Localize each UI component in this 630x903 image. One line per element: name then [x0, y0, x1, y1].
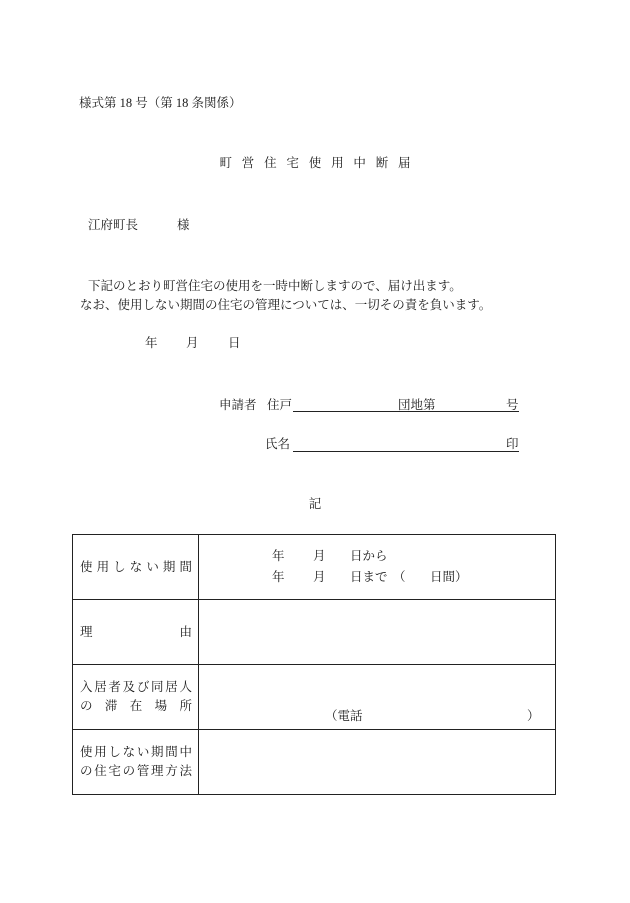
addressee-honorific: 様: [177, 218, 190, 232]
table-row-residence: [73, 664, 555, 729]
management-label-cell: [73, 730, 199, 794]
number-suffix: 号: [506, 398, 519, 412]
table-row-period: [73, 535, 555, 599]
estate-label: 団地第: [398, 398, 436, 412]
period-days-open-paren: （: [393, 570, 406, 584]
residence-label-cell: [73, 665, 199, 729]
management-label-line-2: の住宅の管理方法: [80, 764, 192, 778]
management-value-cell: [199, 730, 555, 794]
period-value-cell: [199, 535, 555, 599]
body-text-line-1: 下記のとおり町営住宅の使用を一時中断しますので、届け出ます。: [88, 279, 462, 293]
period-label-cell: [73, 535, 199, 599]
management-label-line-1: 使用しない期間中: [80, 745, 192, 759]
period-to-year: 年: [272, 570, 285, 584]
period-days-label: 日間）: [430, 570, 468, 584]
table-row-management: [73, 729, 555, 794]
date-month-label: 月: [186, 336, 199, 350]
period-to-month: 月: [313, 570, 326, 584]
phone-label: （電話: [325, 709, 363, 723]
period-from-day: 日から: [350, 549, 388, 563]
period-from-year: 年: [272, 549, 285, 563]
applicant-label: 申請者: [219, 398, 257, 412]
period-to-day: 日まで: [350, 570, 388, 584]
dwelling-label: 住戸: [267, 398, 293, 412]
name-label: 氏名: [265, 437, 291, 451]
reason-value-cell: [199, 600, 555, 664]
period-label: 使 用 し な い 期 間: [80, 559, 192, 574]
name-underline: [293, 451, 519, 452]
period-from-month: 月: [313, 549, 326, 563]
body-text-line-2: なお、使用しない期間の住宅の管理については、一切その責を負います。: [80, 298, 492, 312]
date-year-label: 年: [145, 336, 158, 350]
seal-label: 印: [506, 437, 519, 451]
residence-label-line-1: 入居者及び同居人: [80, 680, 192, 694]
details-table: [72, 534, 556, 795]
addressee-name: 江府町長: [88, 218, 139, 232]
reason-label: 理 由: [80, 624, 192, 639]
form-number: 様式第 18 号（第 18 条関係）: [79, 96, 242, 110]
residence-value-cell: [199, 665, 555, 729]
date-day-label: 日: [228, 336, 241, 350]
note-heading: 記: [308, 497, 322, 511]
table-row-reason: [73, 599, 555, 664]
reason-label-cell: [73, 600, 199, 664]
document-title: 町 営 住 宅 使 用 中 断 届: [219, 156, 411, 170]
phone-close-paren: ）: [527, 709, 540, 723]
residence-label-line-2: の 滞 在 場 所: [80, 699, 192, 713]
